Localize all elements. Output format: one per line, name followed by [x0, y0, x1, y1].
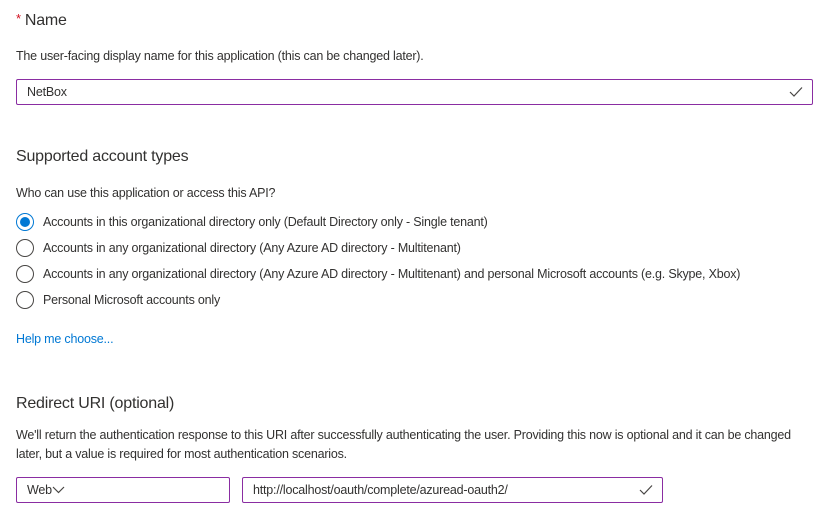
account-type-option-single-tenant[interactable]	[16, 209, 813, 235]
account-type-option-multitenant-personal[interactable]	[16, 261, 813, 287]
name-description: The user-facing display name for this application (this can be changed later).	[16, 49, 424, 63]
help-me-choose-link[interactable]: Help me choose...	[16, 332, 114, 346]
required-asterisk: *	[16, 11, 21, 26]
radio-label: Accounts in any organizational directory (Any Azure AD directory - Multitenant) and personal Microsoft accounts (e.g. Skype, Xbox)	[43, 267, 741, 281]
redirect-uri-input[interactable]	[243, 478, 662, 502]
radio-label: Accounts in any organizational directory (Any Azure AD directory - Multitenant)	[43, 241, 461, 255]
account-types-section-title: Supported account types	[16, 148, 189, 165]
account-types-radio-group	[16, 209, 813, 313]
name-section-title	[16, 8, 813, 31]
radio-label: Accounts in this organizational directory only (Default Directory only - Single tenant)	[43, 215, 488, 229]
redirect-uri-row	[16, 477, 813, 503]
name-input[interactable]	[17, 80, 812, 104]
platform-select-value: Web	[27, 483, 52, 497]
radio-button[interactable]	[16, 213, 34, 231]
account-types-question: Who can use this application or access this API?	[16, 186, 276, 200]
account-type-option-personal-only[interactable]	[16, 287, 813, 313]
radio-button[interactable]	[16, 265, 34, 283]
account-type-option-multitenant[interactable]	[16, 235, 813, 261]
name-input-field	[16, 79, 813, 105]
chevron-down-icon	[52, 483, 65, 497]
radio-label: Personal Microsoft accounts only	[43, 293, 221, 307]
redirect-uri-description: We'll return the authentication response to this URI after successfully authenticating the user. Providing this now is optional and it can be changed later, but a value is required for most authentication scenarios.	[16, 428, 791, 461]
platform-select-dropdown[interactable]	[16, 477, 230, 503]
name-title-text: Name	[24, 12, 67, 29]
redirect-uri-section-title: Redirect URI (optional)	[16, 395, 175, 412]
redirect-uri-input-field	[242, 477, 663, 503]
radio-button[interactable]	[16, 291, 34, 309]
radio-button[interactable]	[16, 239, 34, 257]
